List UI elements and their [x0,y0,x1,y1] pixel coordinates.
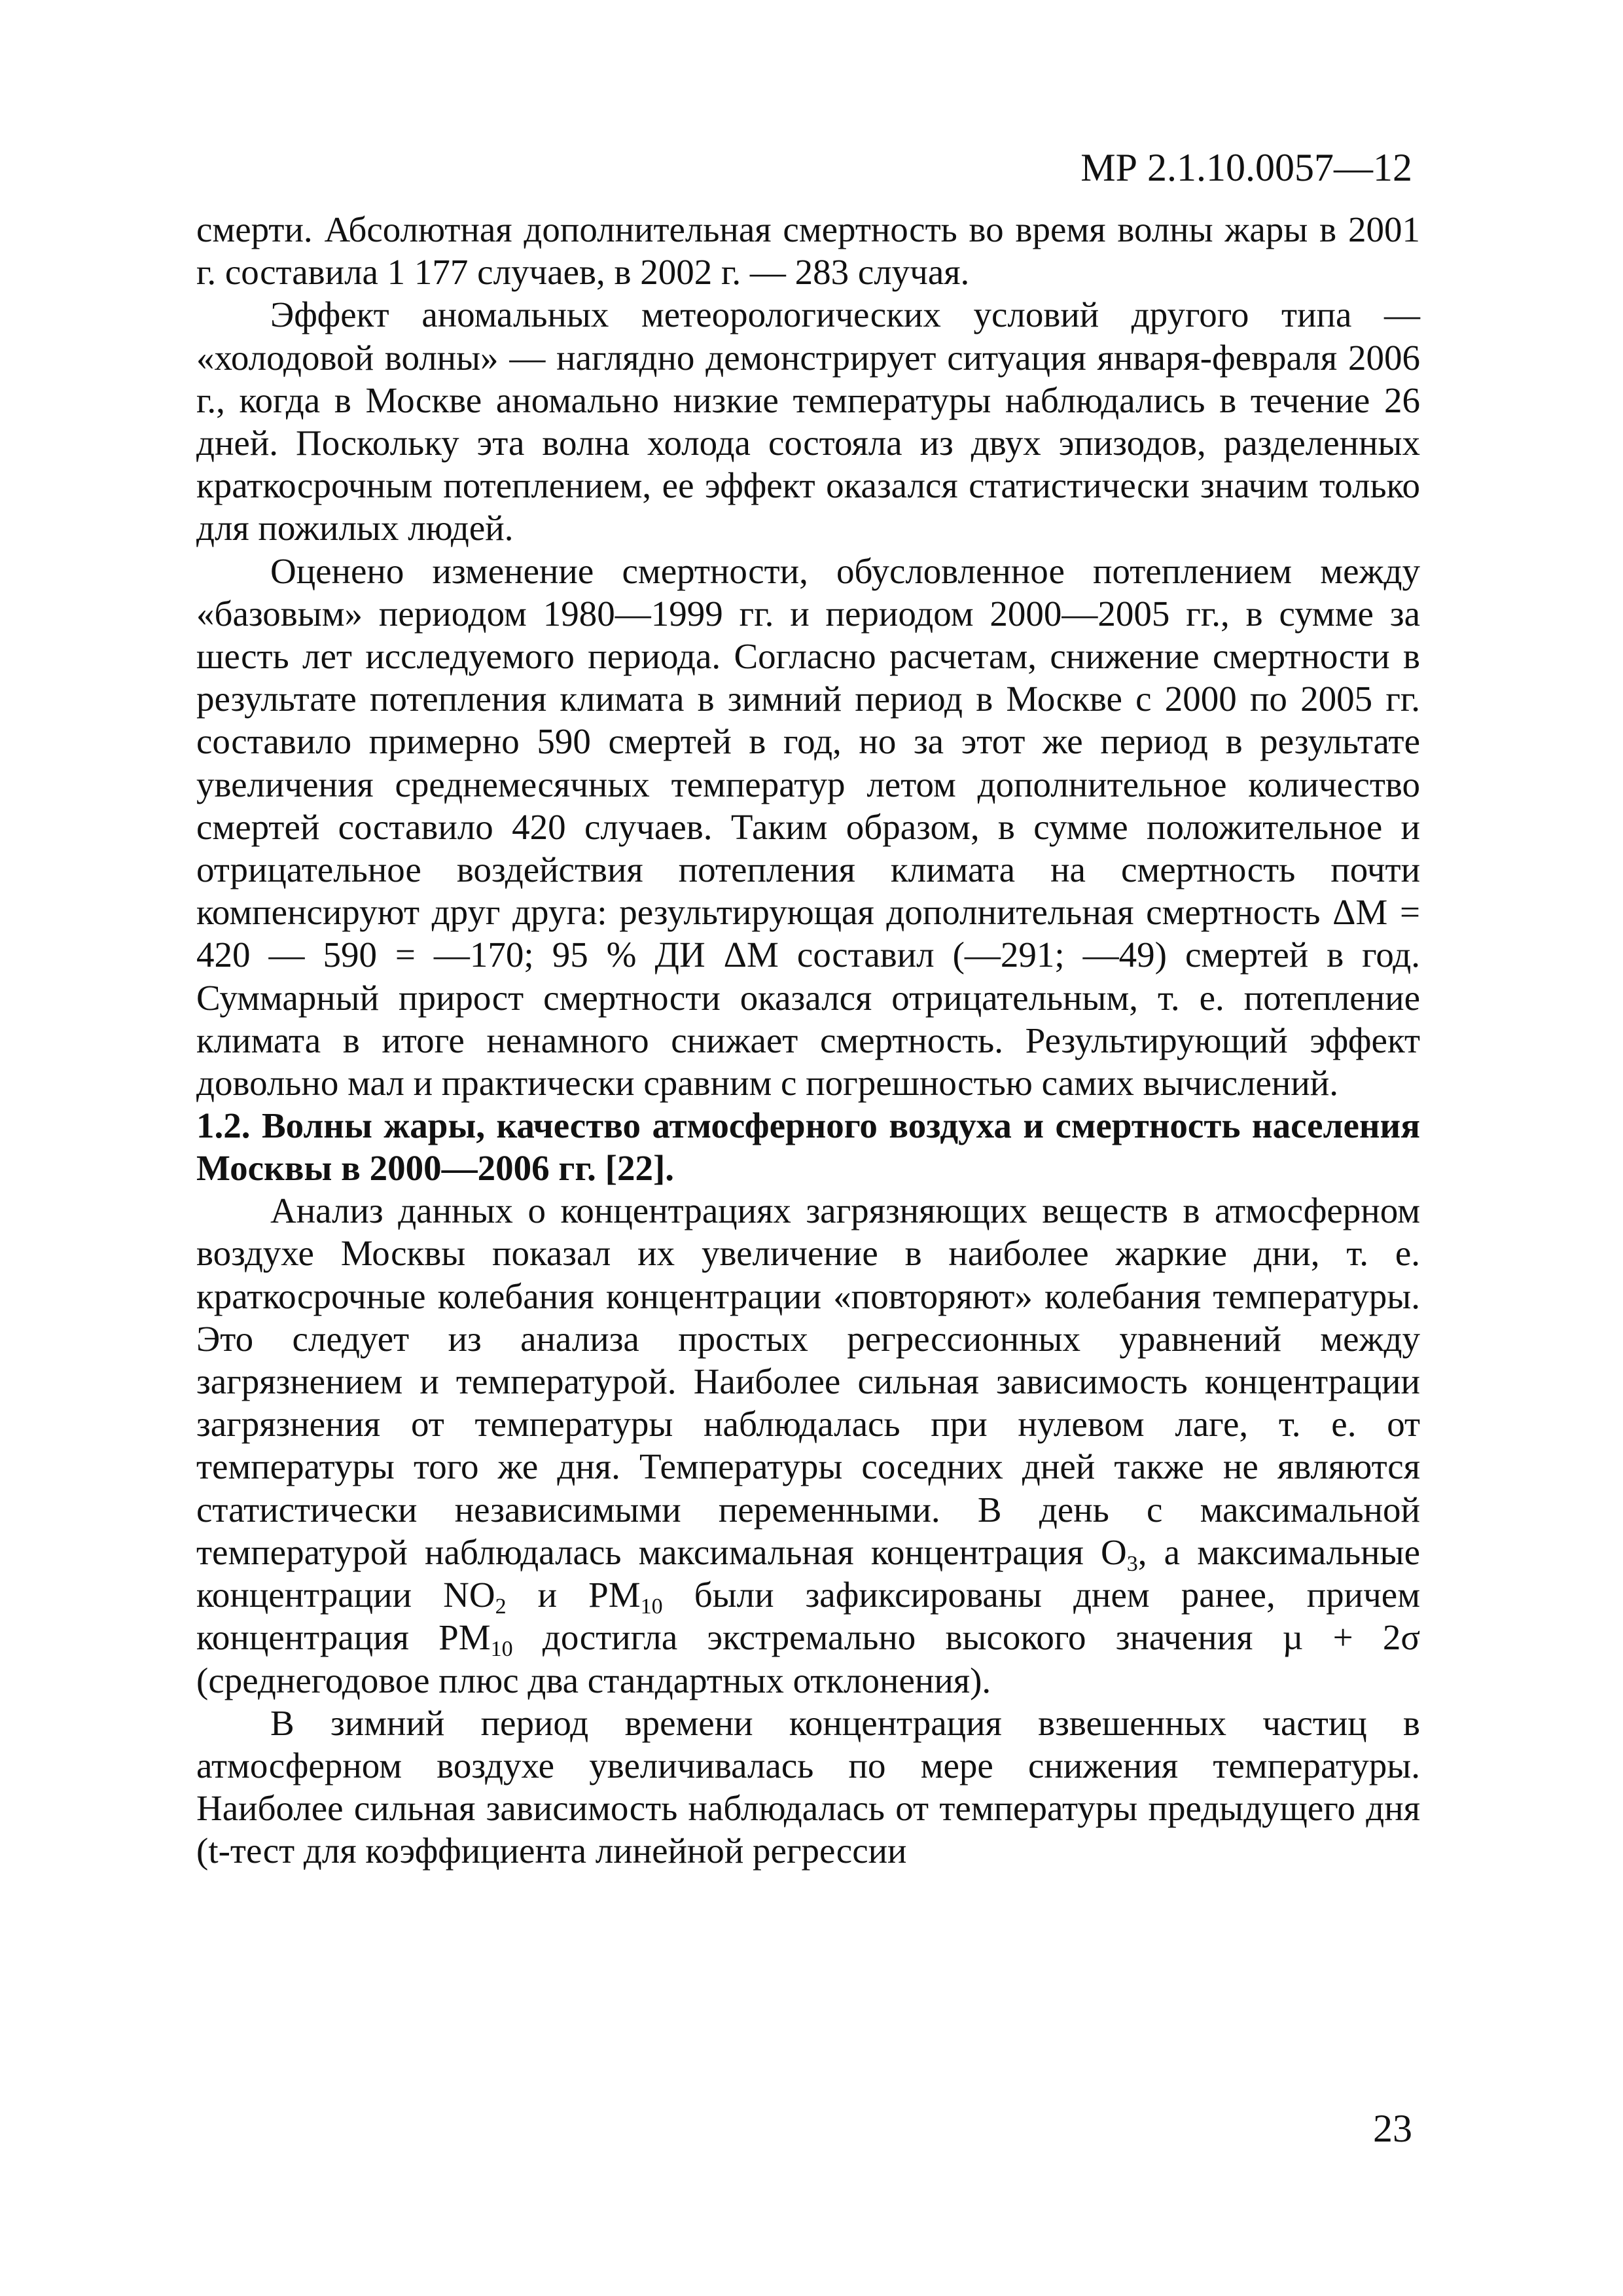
section-title: 1.2. Волны жары, качество атмосферного воздуха и смертность населения Москвы в 2000—2006 гг. [22]. [196,1105,1420,1189]
paragraph-4-part-e: достигла экстремально высокого значения µ + 2σ (среднегодовое плюс два стандартных отклонения). [196,1617,1420,1700]
paragraph-1: смерти. Абсолютная дополнительная смертность во время волны жары в 2001 г. составила 1 177 случаев, в 2002 г. — 283 случая. [196,209,1420,293]
paragraph-2: Эффект аномальных метеорологических условий другого типа — «холодовой волны» — наглядно демонстрирует ситуация января-февраля 2006 г., когда в Москве аномально низкие температуры наблюдались в течение 26 дней. Поскольку эта волна холода состояла из двух эпизодов, разделенных краткосрочным потеплением, ее эффект оказался статистически значим только для пожилых людей. [196,295,1420,548]
subscript-pm10-b: 10 [490,1637,513,1662]
paragraph-3: Оценено изменение смертности, обусловленное потеплением между «базовым» периодом 1980—1999 гг. и периодом 2000—2005 гг., в сумме за шесть лет исследуемого периода. Согласно расчетам, снижение смертности в результате потепления климата в зимний период в Москве с 2000 по 2005 гг. составило примерно 590 смертей в год, но за этот же период в результате увеличения среднемесячных температур летом дополнительное количество смертей составило 420 случаев. Таким образом, в сумме положительное и отрицательное воздействия потепления климата на смертность почти компенсируют друг друга: результирующая дополнительная смертность ΔM = 420 — 590 = —170; 95 % ДИ ΔM составил (—291; —49) смертей в год. Суммарный прирост смертности оказался отрицательным, т. е. потепление климата в итоге ненамного снижает смертность. Результирующий эффект довольно мал и практически сравним с погрешностью самих вычислений. [196,550,1420,1103]
subscript-no2: 2 [495,1594,507,1619]
paragraph-4-part-a: Анализ данных о концентрациях загрязняющих веществ в атмосферном воздухе Москвы показал их увеличение в наиболее жаркие дни, т. е. краткосрочные колебания концентрации «повторяют» колебания температуры. Это следует из анализа простых регрессионных уравнений между загрязнением и температурой. Наиболее сильная зависимость концентрации загрязнения от температуры наблюдалась при нулевом лаге, т. е. от температуры того же дня. Температуры соседних дней также не являются статистически независимыми переменными. В день с максимальной температурой наблюдалась максимальная концентрация O [196,1191,1420,1572]
document-code-header: МР 2.1.10.0057—12 [1080,146,1412,189]
paragraph-4-part-d: были зафиксированы днем ранее, причем концентрация PM [196,1575,1420,1658]
page-body [196,208,1420,1873]
paragraph-4-part-c: и PM [506,1575,641,1615]
subscript-pm10-a: 10 [640,1594,663,1619]
paragraph-4-part-b: , а максимальные концентрации NO [196,1532,1420,1615]
paragraph-5: В зимний период времени концентрация взвешенных частиц в атмосферном воздухе увеличивалась по мере снижения температуры. Наиболее сильная зависимость наблюдалась от температуры предыдущего дня (t-тест для коэффициента линейной регрессии [196,1702,1420,1871]
subscript-o3: 3 [1126,1551,1138,1576]
page-number: 23 [1373,2107,1412,2150]
paragraph-4 [196,1189,1420,1701]
